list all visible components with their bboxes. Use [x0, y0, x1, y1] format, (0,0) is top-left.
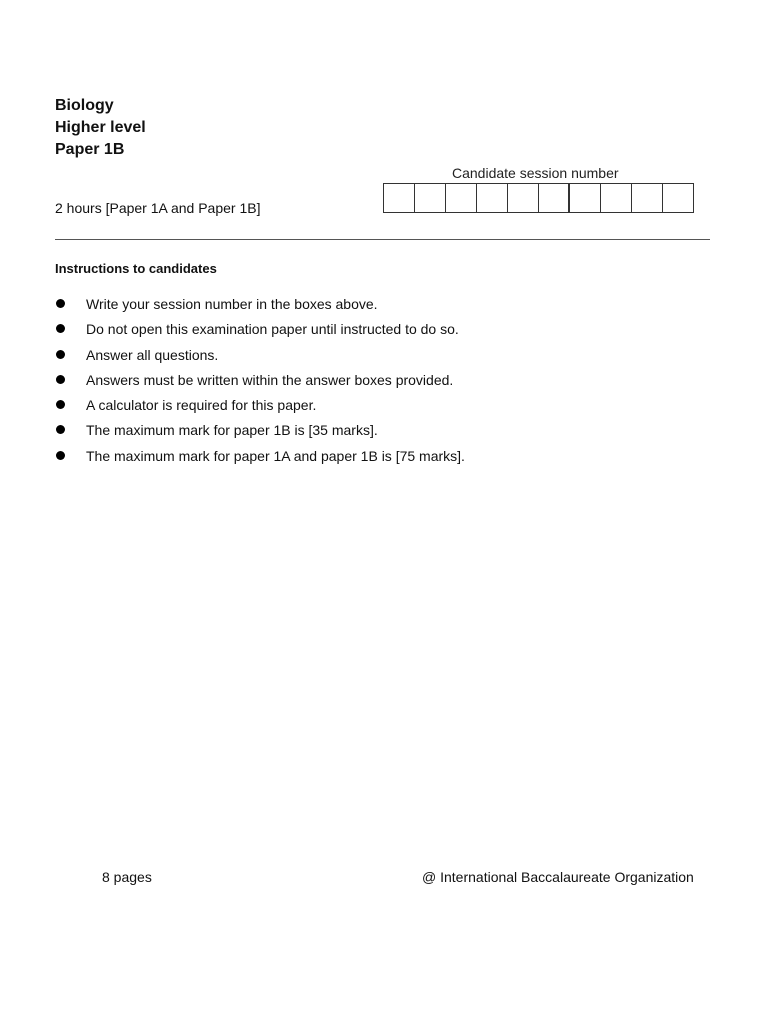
- session-number-box[interactable]: [384, 183, 415, 213]
- bullet-icon: [56, 350, 65, 359]
- session-number-box[interactable]: [477, 183, 508, 213]
- paper-title: Paper 1B: [55, 141, 125, 158]
- horizontal-rule: [55, 239, 710, 240]
- bullet-icon: [56, 400, 65, 409]
- bullet-icon: [56, 299, 65, 308]
- session-number-box[interactable]: [508, 183, 539, 213]
- session-number-box[interactable]: [601, 183, 632, 213]
- instruction-text: Write your session number in the boxes above.: [86, 296, 378, 312]
- instruction-text: Answer all questions.: [86, 346, 219, 363]
- session-number-box[interactable]: [539, 183, 570, 213]
- session-number-box[interactable]: [570, 183, 601, 213]
- session-number-box[interactable]: [415, 183, 446, 213]
- session-number-box[interactable]: [632, 183, 663, 213]
- instruction-text: Do not open this examination paper until instructed to do so.: [86, 321, 459, 338]
- bullet-icon: [56, 425, 65, 434]
- session-number-box[interactable]: [663, 183, 694, 213]
- subject-title: Biology: [55, 97, 114, 114]
- level-title: Higher level: [55, 119, 146, 136]
- instruction-text: The maximum mark for paper 1B is [35 marks].: [86, 422, 378, 439]
- copyright-notice: @ International Baccalaureate Organization: [422, 869, 694, 885]
- candidate-session-boxes: [383, 183, 694, 213]
- bullet-icon: [56, 375, 65, 384]
- bullet-icon: [56, 324, 65, 333]
- exam-duration: 2 hours [Paper 1A and Paper 1B]: [55, 200, 261, 216]
- session-number-box[interactable]: [446, 183, 477, 213]
- instruction-text: A calculator is required for this paper.: [86, 397, 317, 414]
- candidate-session-label: Candidate session number: [452, 165, 619, 181]
- bullet-icon: [56, 451, 65, 460]
- page-count: 8 pages: [102, 869, 152, 885]
- instruction-text: The maximum mark for paper 1A and paper 1B is [75 marks].: [86, 447, 465, 464]
- instructions-heading: Instructions to candidates: [55, 261, 217, 276]
- title-block: [55, 95, 146, 161]
- instruction-text: Answers must be written within the answer boxes provided.: [86, 371, 454, 388]
